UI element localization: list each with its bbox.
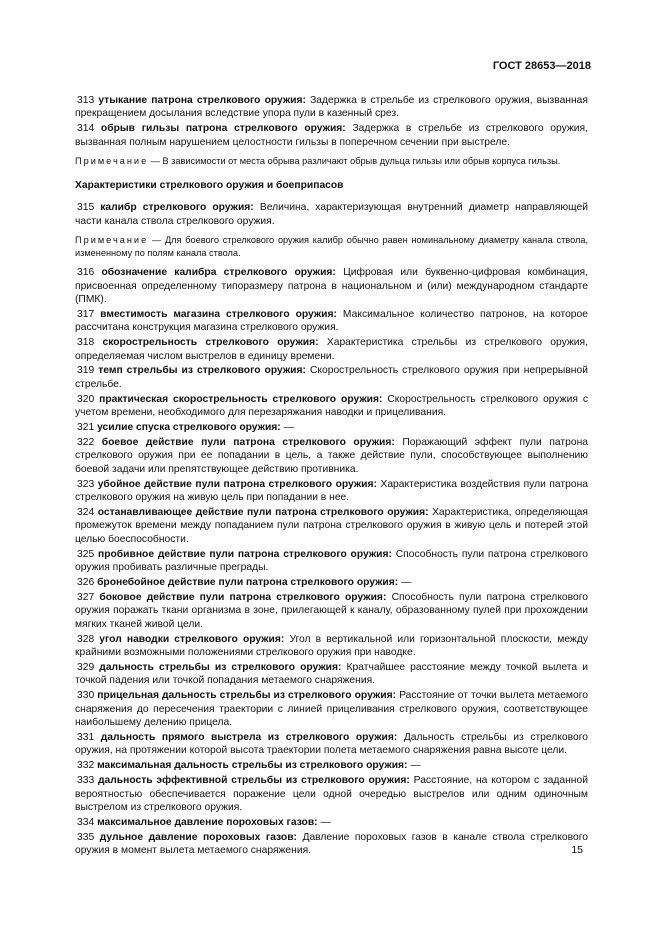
term-entry <box>75 478 588 505</box>
note-text: — В зависимости от места обрыва различают обрыв дульца гильзы или обрыв корпуса гильзы. <box>150 156 561 167</box>
term-entry <box>75 94 588 121</box>
term-definition: Величина, характеризующая внутренний диаметр направляющей части канала ствола стрелкового оружия. <box>75 202 588 227</box>
term-definition: Давление пороховых газов в канале ствола стрелкового оружия в момент вылета метаемого снаряжения. <box>75 831 588 857</box>
term-definition: Цифровая или буквенно-цифровая комбинация, присвоенная определенному типоразмеру патрона в национальном и (или) международном стандарте (ПМК). <box>75 267 588 305</box>
document-body <box>75 94 588 859</box>
note-calibre-break <box>75 155 588 168</box>
page-number: 15 <box>571 844 583 856</box>
entries-group-a <box>75 94 588 149</box>
term-name: дальность стрельбы из стрелкового оружия: <box>99 662 342 673</box>
term-number: 326 <box>77 577 95 589</box>
term-number: 315 <box>77 202 95 214</box>
term-name: дальность эффективной стрельбы из стрелкового оружия: <box>98 775 410 787</box>
term-name: убойное действие пули патрона стрелкового оружия: <box>97 478 377 490</box>
term-entry <box>75 661 588 688</box>
term-definition: Задержка в стрельбе из стрелкового оружия, вызванная прекращением досылания вследствие упора пули в казенный срез. <box>75 95 588 120</box>
term-entry <box>75 201 588 228</box>
term-number: 314 <box>77 123 95 135</box>
term-definition: — <box>283 422 294 434</box>
term-definition: Поражающий эффект пули патрона стрелкового оружия при ее попадании в цель, а также действие пули, способствующее выполнению боевой задачи или препятствующее действию противника. <box>75 437 588 475</box>
term-entry <box>75 266 588 306</box>
term-name: калибр стрелкового оружия: <box>100 202 254 214</box>
term-definition: Угол в вертикальной или горизонтальной плоскости, между крайними возможными положениями стрелкового оружия при наводке. <box>75 633 588 659</box>
term-entry <box>75 308 588 335</box>
term-number: 319 <box>77 365 95 377</box>
term-definition: Скорострельность стрелкового оружия с учетом времени, необходимого для перезаряжания наводки и прицеливания. <box>75 393 588 419</box>
term-name: угол наводки стрелкового оружия: <box>99 633 285 645</box>
term-entry <box>75 633 588 660</box>
term-number: 313 <box>77 95 95 106</box>
term-definition: Расстояние, на котором с заданной вероятностью обеспечивается поражение цели одной очередью выстрелов или одним одиночным выстрелом из стрелкового оружия. <box>75 775 588 814</box>
term-name: бронебойное действие пули патрона стрелкового оружия: <box>97 577 399 589</box>
term-name: темп стрельбы из стрелкового оружия: <box>98 365 306 377</box>
term-entry <box>75 731 588 758</box>
term-entry <box>75 816 588 829</box>
term-number: 322 <box>77 437 95 448</box>
note-label: Примечание <box>75 234 149 245</box>
term-definition: Дальность стрельбы из стрелкового оружия, на протяжении которой высота траектории полета метаемого снаряжения равна высоте цели. <box>75 732 588 757</box>
term-definition: Способность пули патрона стрелкового оружия поражать ткани организма в зоне, прилегающей к каналу, образованному пулей при прохождении мягких тканей живой цели. <box>75 591 588 630</box>
term-entry <box>75 576 588 589</box>
term-definition: Скорострельность стрелкового оружия при непрерывной стрельбе. <box>75 365 588 390</box>
term-entry <box>75 336 588 363</box>
term-name: пробивное действие пули патрона стрелкового оружия: <box>98 548 392 560</box>
term-name: дальность прямого выстрела из стрелкового оружия: <box>100 732 398 744</box>
term-entry <box>75 831 588 858</box>
term-name: вместимость магазина стрелкового оружия: <box>100 308 337 320</box>
term-number: 333 <box>77 775 95 787</box>
term-number: 331 <box>77 732 95 744</box>
term-definition: Кратчайшее расстояние между точкой вылета и точкой падения или точкой попадания метаемого снаряжения. <box>75 662 588 687</box>
term-name: скорострельность стрелкового оружия: <box>102 337 319 349</box>
term-definition: Способность пули патрона стрелкового оружия пробивать различные преграды. <box>75 548 589 574</box>
term-name: утыкание патрона стрелкового оружия: <box>98 95 306 106</box>
term-number: 317 <box>77 308 95 320</box>
entries-group-b <box>75 201 588 228</box>
term-definition: — <box>320 816 331 828</box>
entries-group-c <box>75 266 588 858</box>
term-entry <box>75 421 588 434</box>
term-entry <box>75 122 588 149</box>
term-number: 327 <box>77 591 95 603</box>
term-definition: Характеристика, определяющая промежуток времени между попаданием пули патрона стрелкового оружия в живую цель и потерей этой целью боеспособности. <box>75 507 588 545</box>
term-name: обрыв гильзы патрона стрелкового оружия: <box>100 123 346 135</box>
term-number: 316 <box>77 267 95 279</box>
term-entry <box>75 393 588 420</box>
note-label: Примечание <box>75 156 149 167</box>
term-definition: Характеристика воздействия пули патрона стрелкового оружия на живую цель при попадании в нее. <box>75 478 588 504</box>
term-entry <box>75 591 588 631</box>
term-name: боковое действие пули патрона стрелкового оружия: <box>99 591 387 603</box>
term-number: 334 <box>77 816 95 828</box>
term-definition: Максимальное количество патронов, на которое рассчитана конструкция магазина стрелкового оружия. <box>75 308 588 334</box>
term-entry <box>75 774 588 814</box>
term-number: 329 <box>77 662 95 673</box>
term-entry <box>75 759 588 772</box>
term-number: 323 <box>77 478 95 490</box>
term-name: дульное давление пороховых газов: <box>99 831 297 843</box>
term-name: максимальное давление пороховых газов: <box>97 816 318 828</box>
term-definition: — <box>410 760 421 772</box>
term-definition: — <box>401 577 412 589</box>
term-definition: Задержка в стрельбе из стрелкового оружия, вызванная полным нарушением целостности гильзы в поперечном сечении при выстреле. <box>75 123 588 148</box>
section-title: Характеристики стрелкового оружия и боеприпасов <box>75 179 344 191</box>
term-number: 320 <box>77 393 95 405</box>
note-text: — Для боевого стрелкового оружия калибр обычно равен номинальному диаметру канала ствола, измененному по полям канала ствола. <box>75 234 588 258</box>
term-entry <box>75 689 588 729</box>
term-name: останавливающее действие пули патрона стрелкового оружия: <box>97 507 429 519</box>
term-name: максимальная дальность стрельбы из стрелкового оружия: <box>97 760 408 772</box>
term-name: усилие спуска стрелкового оружия: <box>97 422 281 434</box>
term-entry <box>75 548 588 575</box>
term-definition: Характеристика стрельбы из стрелкового оружия, определяемая числом выстрелов в единицу времени. <box>75 337 588 362</box>
term-number: 332 <box>77 760 95 772</box>
note-calibre <box>75 234 588 259</box>
term-number: 328 <box>77 633 95 645</box>
term-number: 330 <box>77 690 95 702</box>
term-number: 324 <box>77 507 95 519</box>
term-entry <box>75 364 588 391</box>
term-entry <box>75 436 588 476</box>
term-name: практическая скорострельность стрелкового оружия: <box>99 393 383 405</box>
term-name: обозначение калибра стрелкового оружия: <box>101 267 336 279</box>
term-name: прицельная дальность стрельбы из стрелкового оружия: <box>97 690 397 702</box>
term-number: 321 <box>77 422 95 434</box>
term-name: боевое действие пули патрона стрелкового оружия: <box>101 437 395 448</box>
document-id: ГОСТ 28653—2018 <box>492 60 591 72</box>
term-definition: Расстояние от точки вылета метаемого снаряжения до пересечения траектории с линией прицеливания стрелкового оружия, соответствующее наибольшему делению прицела. <box>75 690 588 729</box>
term-number: 318 <box>77 337 95 349</box>
term-entry <box>75 506 588 546</box>
term-number: 335 <box>77 831 95 843</box>
term-number: 325 <box>77 548 95 560</box>
